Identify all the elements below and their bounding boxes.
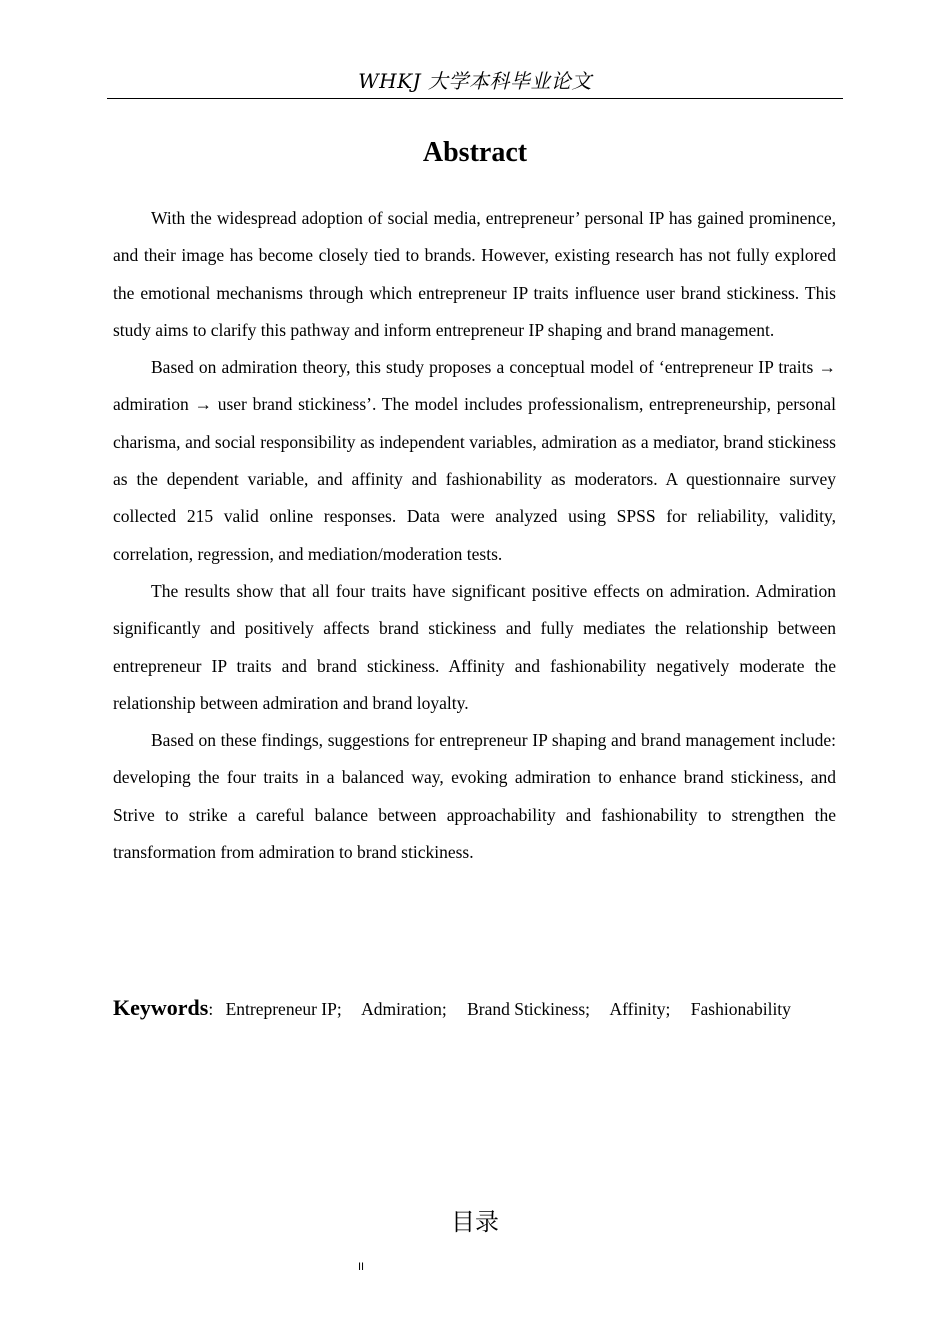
abstract-body	[113, 200, 836, 871]
keywords-colon: :	[208, 999, 214, 1019]
running-header	[107, 66, 843, 99]
keywords-label: Keywords	[113, 995, 209, 1020]
keyword-item: Affinity;	[609, 999, 671, 1019]
abstract-paragraph-4: Based on these findings, suggestions for entrepreneur IP shaping and brand management include: developing the four traits in a balanced way, evoking admiration to enhance brand stickiness, and Strive to strike a careful balance between approachability and fashionability to strengthen the transformation from admiration to brand stickiness.	[113, 730, 836, 863]
keywords-line	[113, 990, 836, 1027]
keyword-item: Entrepreneur IP;	[225, 999, 342, 1019]
abstract-paragraph-2: Based on admiration theory, this study proposes a conceptual model of ‘entrepreneur IP traits → admiration → user brand stickiness’. The model includes professionalism, entrepreneurship, personal charisma, and social responsibility as independent variables, admiration as a mediator, brand stickiness as the dependent variable, and affinity and fashionability as moderators. A questionnaire survey collected 215 valid online responses. Data were analyzed using SPSS for reliability, validity, correlation, regression, and mediation/moderation tests.	[113, 357, 836, 564]
abstract-paragraph-3: The results show that all four traits have significant positive effects on admiration. Admiration significantly and positively affects brand stickiness and fully mediates the relationship between entrepreneur IP traits and brand stickiness. Affinity and fashionability negatively moderate the relationship between admiration and brand loyalty.	[113, 580, 836, 713]
running-header-title: WHKJ 大学本科毕业论文	[358, 69, 592, 93]
page-number: II	[358, 1261, 365, 1273]
keyword-item: Fashionability	[690, 999, 791, 1019]
keyword-item: Admiration;	[361, 999, 447, 1019]
keyword-item: Brand Stickiness;	[467, 999, 591, 1019]
abstract-heading: Abstract	[422, 137, 528, 168]
toc-heading: 目录	[451, 1208, 499, 1236]
abstract-paragraph-1: With the widespread adoption of social media, entrepreneur’ personal IP has gained prominence, and their image has become closely tied to brands. However, existing research has not fully explored the emotional mechanisms through which entrepreneur IP traits influence user brand stickiness. This study aims to clarify this pathway and inform entrepreneur IP shaping and brand management.	[113, 208, 836, 340]
